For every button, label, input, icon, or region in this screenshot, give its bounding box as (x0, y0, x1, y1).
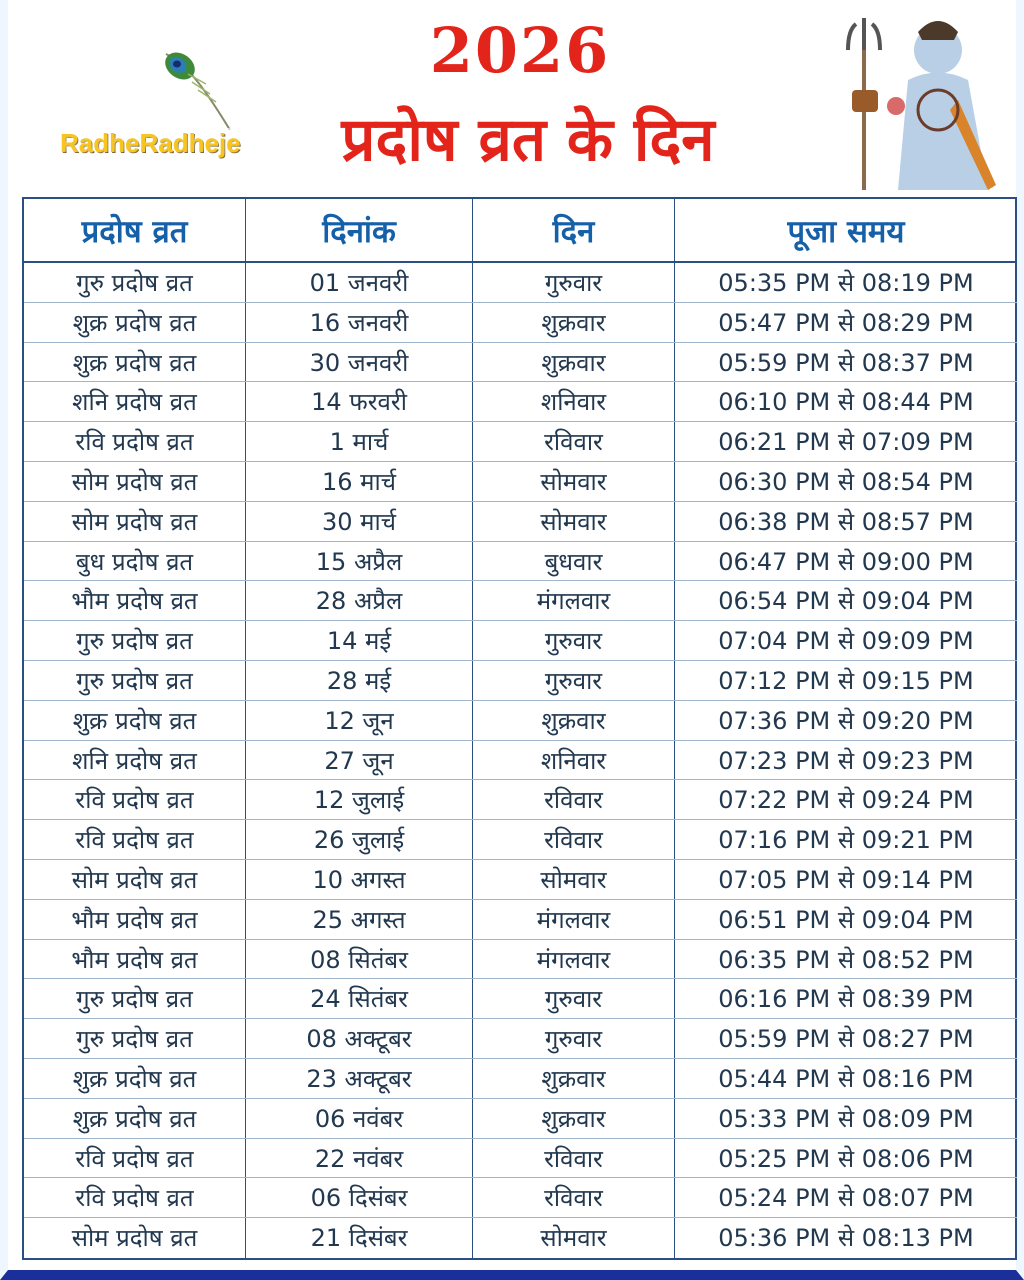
date-cell: 16 जनवरी (309, 308, 409, 337)
vrat-cell: शुक्र प्रदोष व्रत (72, 348, 197, 377)
vrat-cell: सोम प्रदोष व्रत (71, 866, 198, 894)
time-cell: 06:10 PM से 08:44 PM (718, 388, 974, 417)
day-cell: शनिवार (540, 388, 607, 417)
table-row (24, 303, 1017, 343)
table-row (24, 621, 1017, 661)
day-cell: गुरुवार (544, 627, 603, 656)
vrat-cell: रवि प्रदोष व्रत (75, 786, 194, 815)
table-row (24, 1059, 1017, 1099)
date-cell: 12 जुलाई (313, 786, 405, 815)
date-cell: 10 अगस्त (312, 866, 406, 894)
table-row (24, 382, 1017, 422)
table-row (24, 263, 1017, 303)
time-cell: 06:35 PM से 08:52 PM (718, 945, 974, 974)
vrat-cell: रवि प्रदोष व्रत (75, 826, 194, 855)
table-row (24, 860, 1017, 900)
time-cell: 06:51 PM से 09:04 PM (718, 905, 974, 934)
date-cell: 27 जून (324, 746, 394, 775)
day-cell: बुधवार (544, 547, 603, 576)
day-cell: रविवार (544, 1144, 603, 1173)
vrat-cell: रवि प्रदोष व्रत (75, 1184, 194, 1213)
vrat-cell: शुक्र प्रदोष व्रत (72, 706, 197, 735)
vrat-cell: बुध प्रदोष व्रत (75, 547, 194, 576)
time-cell: 06:54 PM से 09:04 PM (718, 587, 974, 616)
day-cell: रविवार (544, 786, 603, 815)
time-cell: 06:16 PM से 08:39 PM (718, 985, 974, 1014)
vrat-cell: शुक्र प्रदोष व्रत (72, 1065, 197, 1093)
day-cell: गुरुवार (544, 1025, 603, 1054)
table-row (24, 422, 1017, 462)
vrat-cell: भौम प्रदोष व्रत (71, 905, 198, 934)
page-title: प्रदोष व्रत के दिन (341, 105, 715, 175)
day-cell: रविवार (544, 428, 603, 457)
date-cell: 06 नवंबर (314, 1104, 404, 1133)
time-cell: 06:47 PM से 09:00 PM (718, 547, 974, 576)
vrat-cell: शनि प्रदोष व्रत (72, 746, 197, 775)
vrat-cell: सोम प्रदोष व्रत (71, 1224, 198, 1253)
table-row (24, 462, 1017, 502)
column-header-vrat: प्रदोष व्रत (81, 214, 188, 250)
time-cell: 05:59 PM से 08:27 PM (718, 1025, 974, 1054)
time-cell: 05:24 PM से 08:07 PM (718, 1184, 974, 1213)
time-cell: 07:36 PM से 09:20 PM (718, 706, 974, 735)
vrat-cell: भौम प्रदोष व्रत (71, 945, 198, 974)
table-row (24, 820, 1017, 860)
time-cell: 05:33 PM से 08:09 PM (718, 1104, 974, 1133)
vrat-cell: रवि प्रदोष व्रत (75, 428, 194, 457)
table-row (24, 979, 1017, 1019)
table-header (24, 199, 1017, 261)
table-row (24, 940, 1017, 980)
date-cell: 28 अप्रैल (315, 587, 403, 616)
day-cell: सोमवार (540, 468, 607, 496)
date-cell: 24 सितंबर (310, 985, 408, 1014)
table-row (24, 1139, 1017, 1179)
date-cell: 30 जनवरी (309, 348, 409, 377)
date-cell: 08 सितंबर (310, 945, 408, 974)
column-header-day: दिन (552, 214, 595, 250)
time-cell: 06:38 PM से 08:57 PM (718, 507, 974, 536)
date-cell: 30 मार्च (322, 507, 396, 536)
table-row (24, 1178, 1017, 1218)
vrat-cell: शुक्र प्रदोष व्रत (72, 308, 197, 337)
day-cell: गुरुवार (544, 667, 603, 695)
table-row (24, 780, 1017, 820)
table-row (24, 1019, 1017, 1059)
time-cell: 05:36 PM से 08:13 PM (718, 1224, 974, 1253)
table-row (24, 900, 1017, 940)
time-cell: 05:44 PM से 08:16 PM (718, 1065, 974, 1093)
date-cell: 21 दिसंबर (310, 1224, 408, 1253)
date-cell: 14 मई (326, 627, 392, 656)
day-cell: सोमवार (540, 866, 607, 894)
day-cell: शुक्रवार (541, 1065, 606, 1093)
table-row (24, 343, 1017, 383)
time-cell: 06:21 PM से 07:09 PM (718, 428, 974, 457)
vrat-cell: गुरु प्रदोष व्रत (76, 667, 193, 695)
vrat-cell: गुरु प्रदोष व्रत (76, 269, 193, 297)
day-cell: शुक्रवार (541, 348, 606, 377)
vrat-cell: गुरु प्रदोष व्रत (76, 1025, 193, 1054)
table-row (24, 701, 1017, 741)
day-cell: मंगलवार (536, 945, 611, 974)
vrat-cell: भौम प्रदोष व्रत (71, 587, 198, 616)
brand-logo: RadheRadheje (56, 128, 245, 159)
time-cell: 05:25 PM से 08:06 PM (718, 1144, 974, 1173)
day-cell: शुक्रवार (541, 1104, 606, 1133)
day-cell: शुक्रवार (541, 706, 606, 735)
time-cell: 07:22 PM से 09:24 PM (718, 786, 974, 815)
day-cell: गुरुवार (544, 985, 603, 1014)
time-cell: 07:12 PM से 09:15 PM (718, 667, 974, 695)
day-cell: रविवार (544, 1184, 603, 1213)
time-cell: 06:30 PM से 08:54 PM (718, 468, 974, 496)
date-cell: 22 नवंबर (314, 1144, 404, 1173)
day-cell: मंगलवार (536, 587, 611, 616)
day-cell: शुक्रवार (541, 308, 606, 337)
date-cell: 08 अक्टूबर (306, 1025, 412, 1054)
time-cell: 07:16 PM से 09:21 PM (718, 826, 974, 855)
time-cell: 05:47 PM से 08:29 PM (718, 308, 974, 337)
day-cell: मंगलवार (536, 905, 611, 934)
time-cell: 07:23 PM से 09:23 PM (718, 746, 974, 775)
time-cell: 07:05 PM से 09:14 PM (718, 866, 974, 894)
day-cell: सोमवार (540, 1224, 607, 1253)
column-header-time: पूजा समय (787, 214, 905, 250)
date-cell: 25 अगस्त (312, 905, 406, 934)
date-cell: 15 अप्रैल (315, 547, 403, 576)
date-cell: 1 मार्च (329, 428, 389, 457)
table-row (24, 1099, 1017, 1139)
time-cell: 07:04 PM से 09:09 PM (718, 627, 974, 656)
table-row (24, 542, 1017, 582)
header (8, 0, 1024, 195)
vrat-cell: गुरु प्रदोष व्रत (76, 985, 193, 1014)
date-cell: 06 दिसंबर (310, 1184, 408, 1213)
vrat-cell: रवि प्रदोष व्रत (75, 1144, 194, 1173)
date-cell: 16 मार्च (322, 468, 396, 496)
vrat-cell: गुरु प्रदोष व्रत (76, 627, 193, 656)
date-cell: 26 जुलाई (313, 826, 405, 855)
table-row (24, 661, 1017, 701)
day-cell: सोमवार (540, 507, 607, 536)
shiva-trishul-damru-icon (838, 10, 998, 195)
vrat-cell: शुक्र प्रदोष व्रत (72, 1104, 197, 1133)
date-cell: 14 फरवरी (311, 388, 407, 417)
table-row (24, 1218, 1017, 1258)
table-row (24, 741, 1017, 781)
vrat-table (22, 197, 1017, 1260)
date-cell: 23 अक्टूबर (306, 1065, 412, 1093)
vrat-cell: शनि प्रदोष व्रत (72, 388, 197, 417)
day-cell: रविवार (544, 826, 603, 855)
time-cell: 05:59 PM से 08:37 PM (718, 348, 974, 377)
page-year: 2026 (429, 14, 611, 87)
vrat-cell: सोम प्रदोष व्रत (71, 507, 198, 536)
table-row (24, 581, 1017, 621)
day-cell: शनिवार (540, 746, 607, 775)
time-cell: 05:35 PM से 08:19 PM (718, 269, 974, 297)
day-cell: गुरुवार (544, 269, 603, 297)
date-cell: 01 जनवरी (309, 269, 409, 297)
column-header-date: दिनांक (322, 214, 396, 250)
date-cell: 28 मई (326, 667, 392, 695)
table-row (24, 502, 1017, 542)
vrat-cell: सोम प्रदोष व्रत (71, 468, 198, 496)
date-cell: 12 जून (324, 706, 394, 735)
